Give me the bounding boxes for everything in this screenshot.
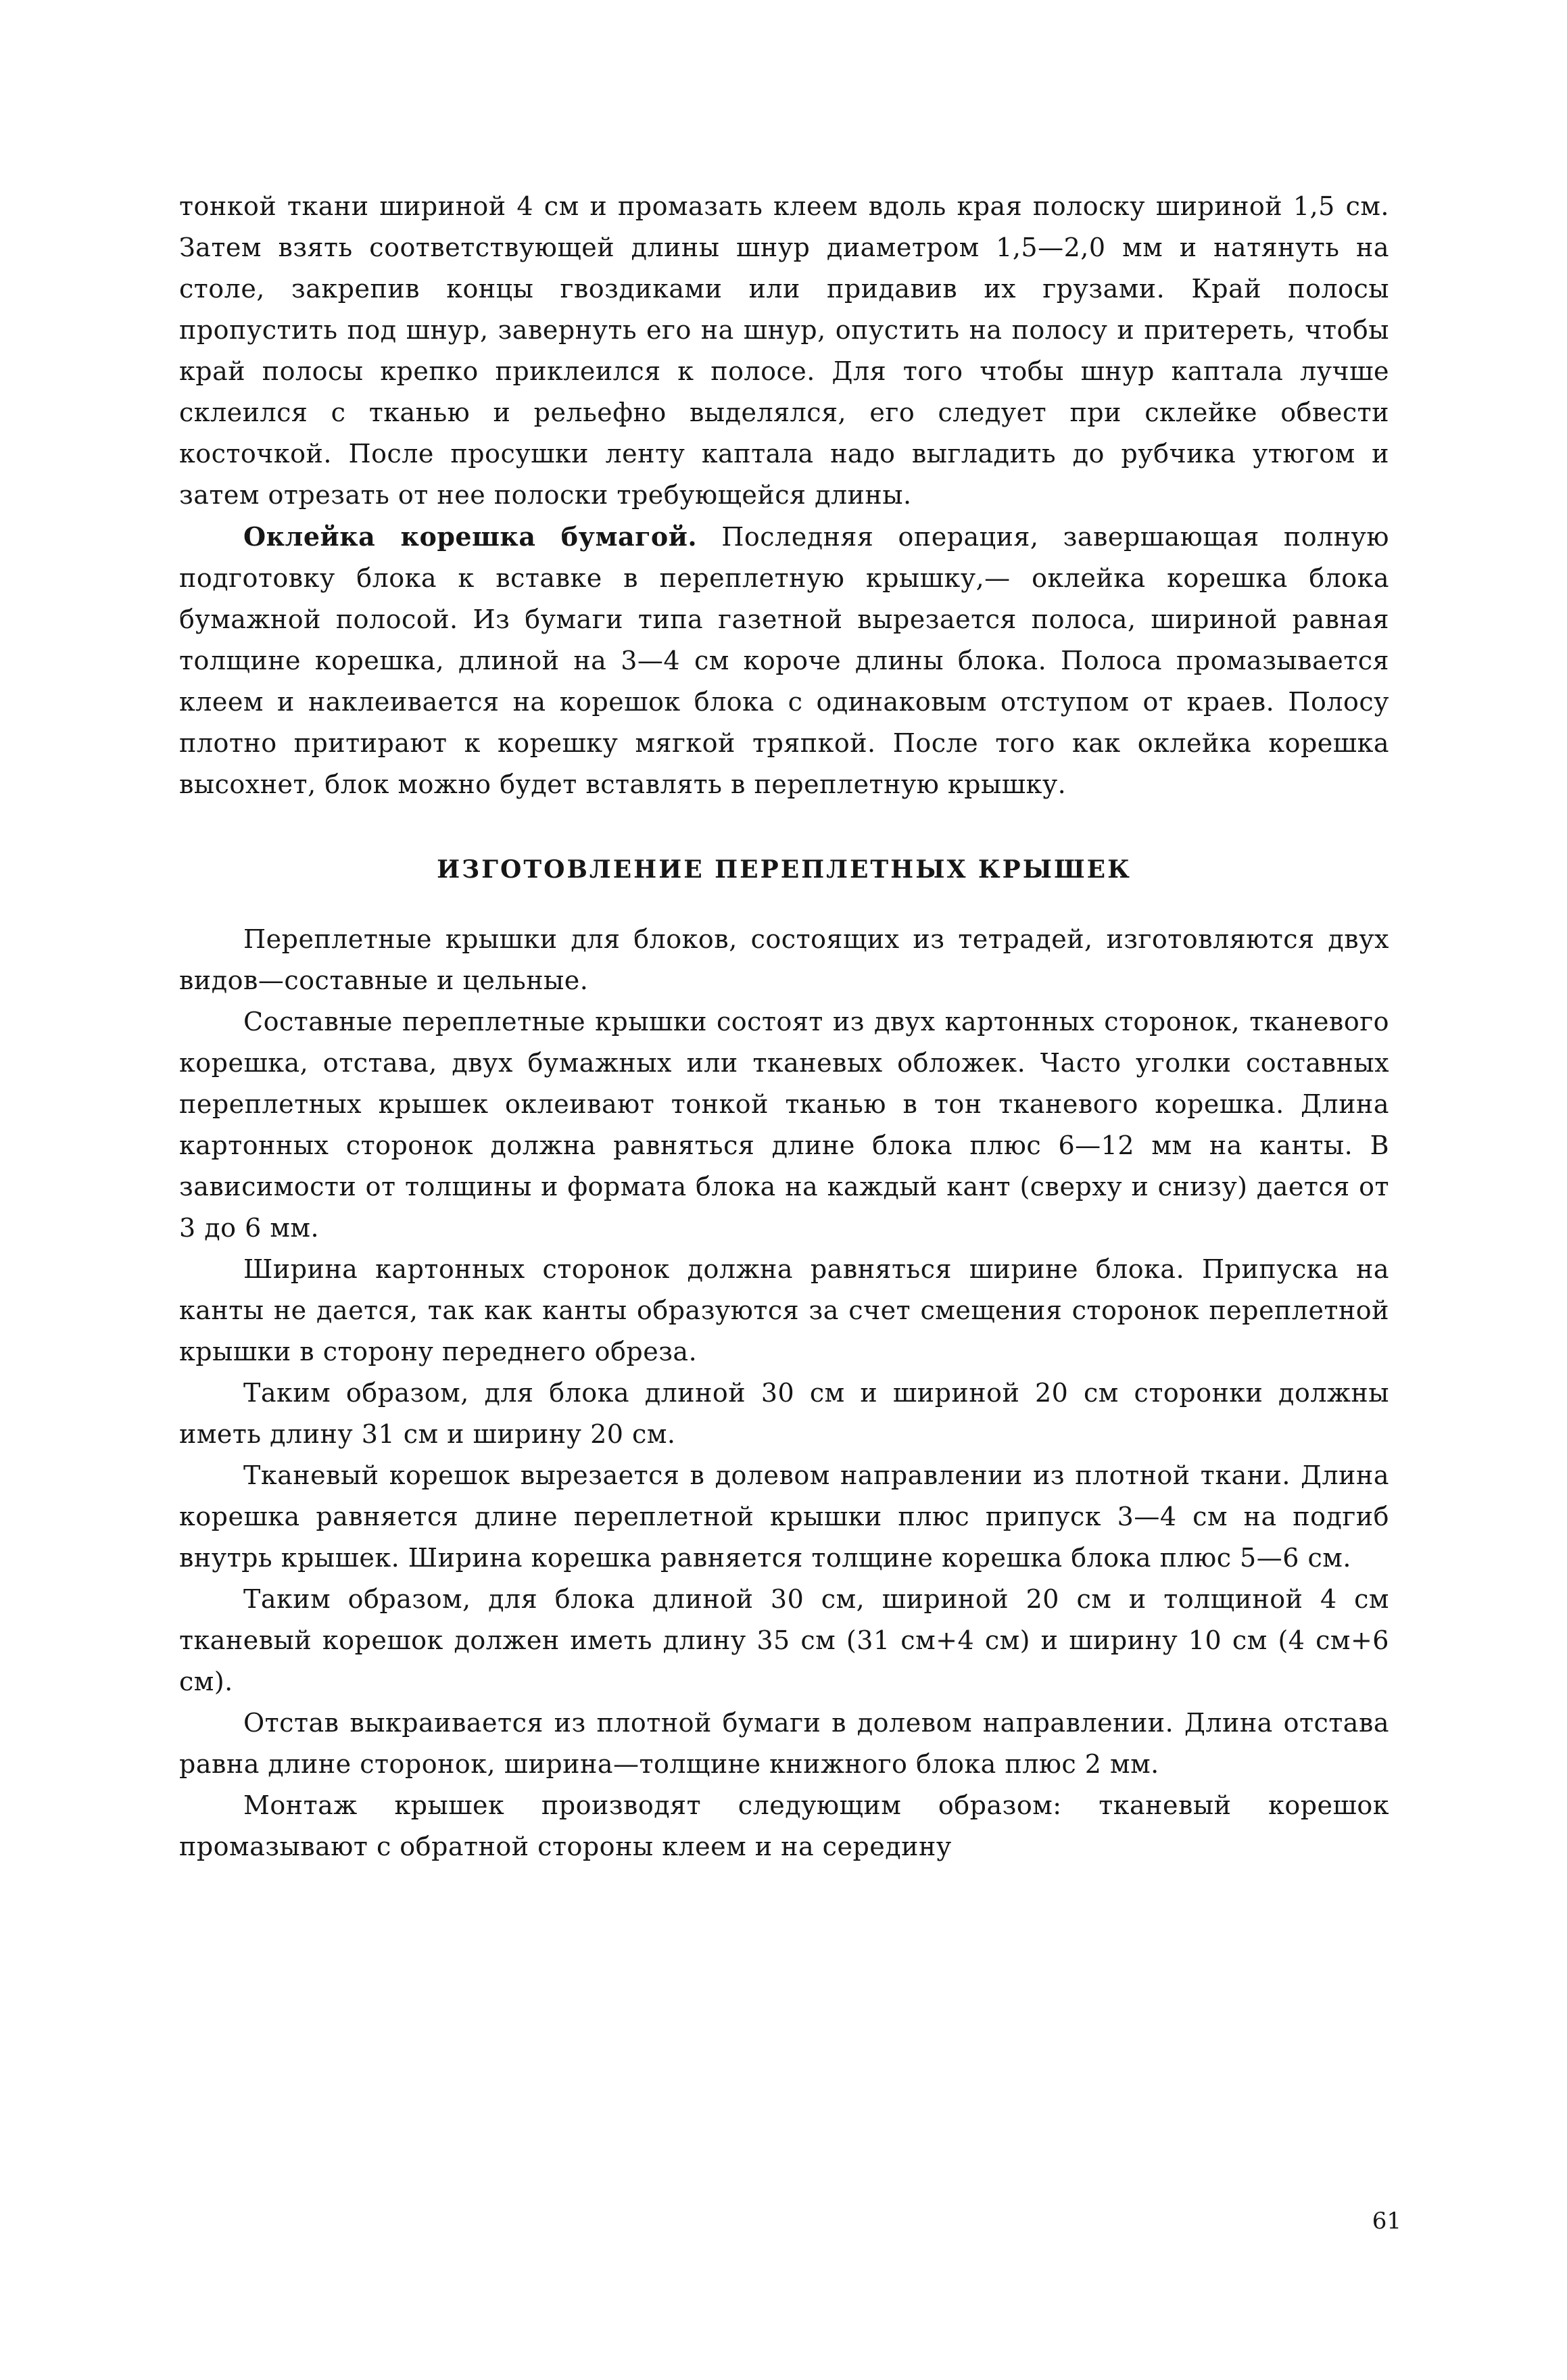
book-page: [179, 186, 1389, 2295]
paragraph: Монтаж крышек производят следующим образом: тканевый корешок промазывают с обратной стороны клеем и на середину: [179, 1790, 1389, 1861]
section-heading: ИЗГОТОВЛЕНИЕ ПЕРЕПЛЕТНЫХ КРЫШЕК: [437, 855, 1132, 884]
paragraph: Отстав выкраивается из плотной бумаги в долевом направлении. Длина отстава равна длине сторонок, ширина—толщине книжного блока плюс 2 мм.: [179, 1708, 1389, 1779]
run-in-heading: Оклейка корешка бумагой.: [243, 521, 698, 552]
page-number: 61: [1372, 2208, 1401, 2235]
paragraph: Ширина картонных сторонок должна равняться ширине блока. Припуска на канты не дается, так как канты образуются за счет смещения сторонок переплетной крышки в сторону переднего обреза.: [179, 1254, 1389, 1366]
paragraph-continued: тонкой ткани шириной 4 см и промазать клеем вдоль края полоску шириной 1,5 см. Затем взять соответствующей длины шнур диаметром 1,5—2,0 мм и натянуть на столе, закрепив концы гвоздиками или придавив их грузами. Край полосы пропустить под шнур, завернуть его на шнур, опустить на полосу и притереть, чтобы край полосы крепко приклеился к полосе. Для того чтобы шнур каптала лучше склеился с тканью и рельефно выделялся, его следует при склейке обвести косточкой. После просушки ленту каптала надо выгладить до рубчика утюгом и затем отрезать от нее полоски требующейся длины.: [179, 191, 1389, 510]
paragraph: Таким образом, для блока длиной 30 см и шириной 20 см сторонки должны иметь длину 31 см и ширину 20 см.: [179, 1378, 1389, 1449]
paragraph: Тканевый корешок вырезается в долевом направлении из плотной ткани. Длина корешка равняется длине переплетной крышки плюс припуск 3—4 см на подгиб внутрь крышек. Ширина корешка равняется толщине корешка блока плюс 5—6 см.: [179, 1460, 1389, 1573]
paragraph-body: Последняя операция, завершающая полную подготовку блока к вставке в переплетную крышку,— оклейка корешка блока бумажной полосой. Из бумаги типа газетной вырезается полоса, шириной равная толщине корешка, длиной на 3—4 см короче длины блока. Полоса промазывается клеем и наклеивается на корешок блока с одинаковым отступом от краев. Полосу плотно притирают к корешку мягкой тряпкой. После того как оклейка корешка высохнет, блок можно будет вставлять в переплетную крышку.: [179, 522, 1389, 799]
paragraph: Таким образом, для блока длиной 30 см, шириной 20 см и толщиной 4 см тканевый корешок должен иметь длину 35 см (31 см+4 см) и ширину 10 см (4 см+6 см).: [179, 1584, 1389, 1696]
paragraph: Составные переплетные крышки состоят из двух картонных сторонок, тканевого корешка, отстава, двух бумажных или тканевых обложек. Часто уголки составных переплетных крышек оклеивают тонкой тканью в тон тканевого корешка. Длина картонных сторонок должна равняться длине блока плюс 6—12 мм на канты. В зависимости от толщины и формата блока на каждый кант (сверху и снизу) дается от 3 до 6 мм.: [179, 1007, 1389, 1243]
paragraph: Переплетные крышки для блоков, состоящих из тетрадей, изготовляются двух видов—составные и цельные.: [179, 924, 1389, 995]
paragraph-spine-covering: [179, 516, 1389, 805]
